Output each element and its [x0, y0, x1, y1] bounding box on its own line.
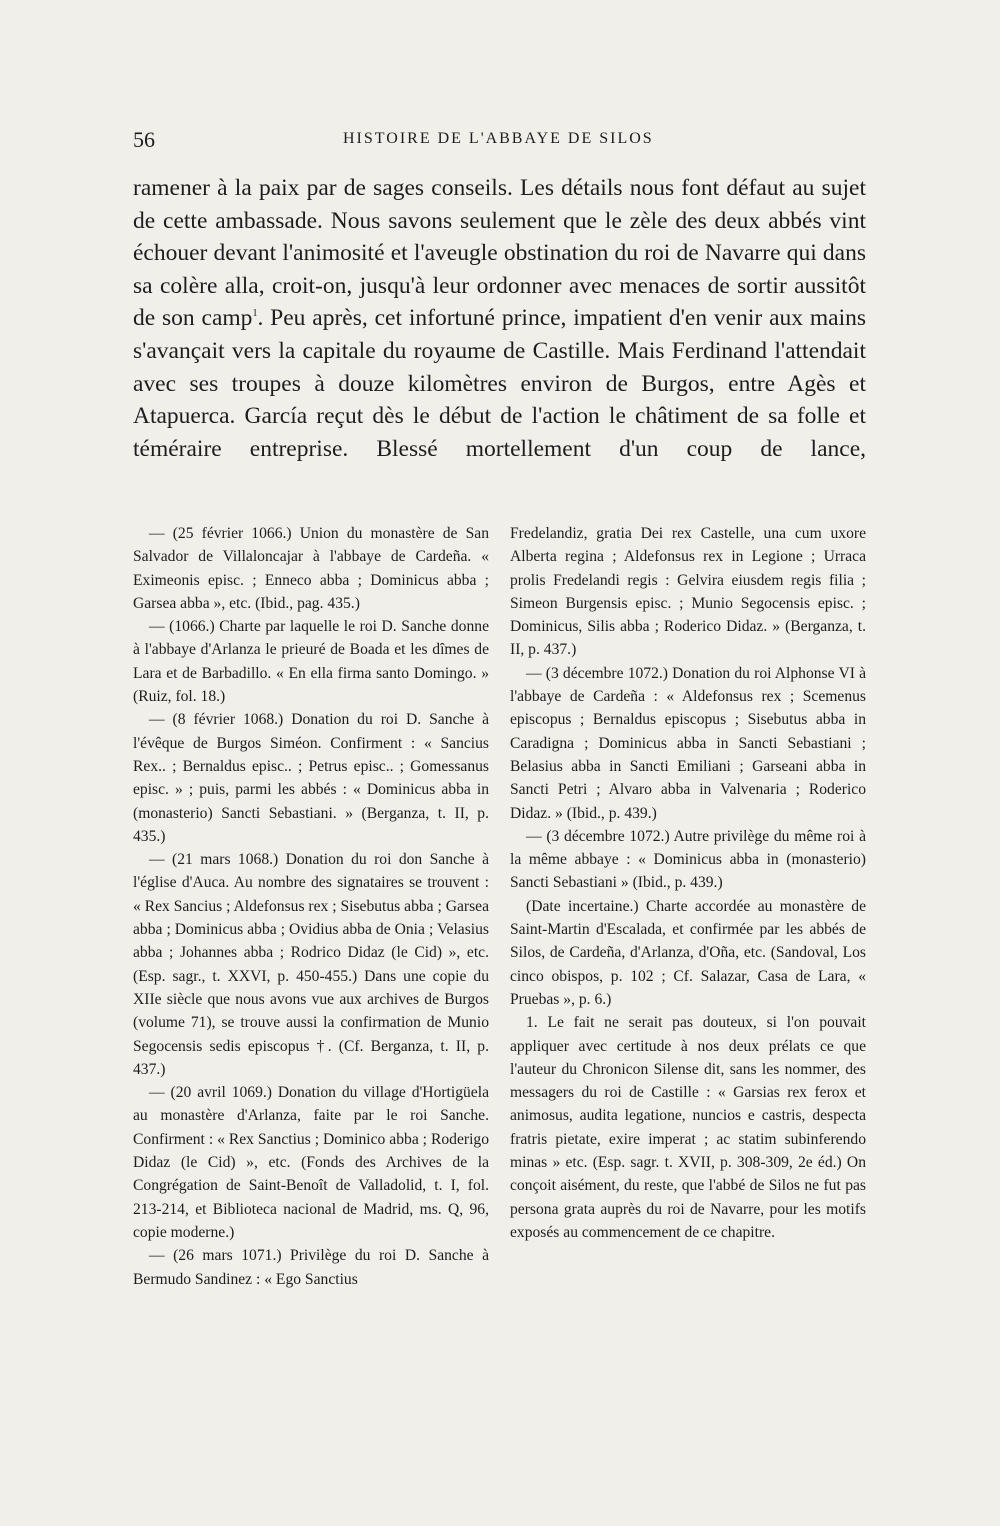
running-title: HISTOIRE DE L'ABBAYE DE SILOS [343, 130, 654, 147]
footnote-entry: (Date incertaine.) Charte accordée au monastère de Saint-Martin d'Escalada, et confirmée par les abbés de Silos, de Cardeña, d'Arlanza, d'Oña, etc. (Sandoval, Los cinco obispos, p. 102 ; Cf. Salazar, Casa de Lara, « Pruebas », p. 6.) [510, 897, 866, 1008]
footnote-entry: 1. Le fait ne serait pas douteux, si l'on pouvait appliquer avec certitude à nos deux prélats ce que l'auteur du Chronicon Silense dit, sans les nommer, des messagers du roi de Castille : « Garsias rex ferox et animosus, audita legatione, nuncios e castris, despecta fratris pietate, exire imperat ; ac statim subinferendo minas » etc. (Esp. sagr. t. XVII, p. 308-309, 2e éd.) On conçoit aisément, du reste, que l'abbé de Silos ne fut pas persona grata auprès du roi de Navarre, pour les motifs exposés au commencement de ce chapitre. [510, 1014, 866, 1241]
footnote-entry: — (8 février 1068.) Donation du roi D. Sanche à l'évêque de Burgos Siméon. Confirment : « Sancius Rex.. ; Bernaldus episc.. ; Petrus episc.. ; Gomessanus episc. » ; puis, parmi les abbés : « Dominicus abba in (monasterio) Sancti Sebastiani. » (Berganza, t. II, p. 435.) [133, 711, 489, 845]
footnote-entry: — (25 février 1066.) Union du monastère de San Salvador de Villaloncajar à l'abbaye de Cardeña. « Eximeonis episc. ; Enneco abba ; Dominicus abba ; Garsea abba », etc. (Ibid., pag. 435.) [133, 525, 489, 612]
footnote-entry: — (1066.) Charte par laquelle le roi D. Sanche donne à l'abbaye d'Arlanza le prieuré de Boada et les dîmes de Lara et de Barbadillo. « En ella firma santo Domingo. » (Ruiz, fol. 18.) [133, 618, 489, 706]
page-header [133, 127, 866, 153]
footnotes-left-column [133, 522, 489, 1291]
footnote-entry: — (21 mars 1068.) Donation du roi don Sanche à l'église d'Auca. Au nombre des signataires se trouvent : « Rex Sancius ; Aldefonsus rex ; Sisebutus abba ; Garsea abba ; Dominicus abba ; Ovidius abba de Onia ; Velasius abba ; Johannes abba ; Rodrico Didaz (le Cid) », etc. (Esp. sagr., t. XXVI, p. 450-455.) Dans une copie du XIIe siècle que nous avons vue aux archives de Burgos (volume 71), se trouve aussi la confirmation de Munio Segocensis sedis episcopus †. (Cf. Berganza, t. II, p. 437.) [133, 851, 489, 1078]
footnote-reference: 1 [252, 308, 258, 320]
main-paragraph-text: ramener à la paix par de sages conseils. Les détails nous font défaut au sujet de cette ambassade. Nous savons seulement que le zèle des deux abbés vint échouer devant l'animosité et l'aveugle obstination du roi de Navarre qui dans sa colère alla, croit-on, jusqu'à leur ordonner avec menaces de sortir aussitôt de son camp [133, 175, 866, 332]
footnote-entry: — (3 décembre 1072.) Autre privilège du même roi à la même abbaye : « Dominicus abba in (monasterio) Sancti Sebastiani » (Ibid., p. 439.) [510, 827, 866, 892]
main-paragraph [133, 172, 866, 465]
footnote-entry: Fredelandiz, gratia Dei rex Castelle, una cum uxore Alberta regina ; Aldefonsus rex in Legione ; Urraca prolis Fredelandi regis : Gelvira eiusdem regis filia ; Simeon Burgensis episc. ; Munio Segocensis episc. ; Dominicus, Silis abba ; Roderico Didaz. » (Berganza, t. II, p. 437.) [510, 525, 866, 659]
footnotes-right-column [510, 522, 866, 1244]
page-number: 56 [133, 127, 155, 152]
footnote-entry: — (26 mars 1071.) Privilège du roi D. Sanche à Bermudo Sandinez : « Ego Sanctius [133, 1247, 489, 1288]
footnote-entry: — (20 avril 1069.) Donation du village d'Hortigüela au monastère d'Arlanza, faite par le roi Sanche. Confirment : « Rex Sanctius ; Dominico abba ; Roderigo Didaz (le Cid) », etc. (Fonds des Archives de la Congrégation de Saint-Benoît de Valladolid, t. I, fol. 213-214, et Biblioteca nacional de Madrid, ms. Q, 96, copie moderne.) [133, 1084, 489, 1241]
main-text [133, 172, 866, 465]
footnotes [133, 522, 866, 1402]
main-paragraph-end: . Peu après, cet infortuné prince, impatient d'en venir aux mains s'avançait vers la capitale du royaume de Castille. Mais Ferdinand l'attendait avec ses troupes à douze kilomètres environ de Burgos, entre Agès et Atapuerca. García reçut dès le début de l'action le châtiment de sa folle et téméraire entreprise. Blessé mortellement d'un coup de lance, [133, 305, 866, 462]
footnote-entry: — (3 décembre 1072.) Donation du roi Alphonse VI à l'abbaye de Cardeña : « Aldefonsus rex ; Scemenus episcopus ; Bernaldus episcopus ; Sisebutus abba in Caradigna ; Dominicus abba in Sancti Sebastiani ; Belasius abba in Sancti Emiliani ; Garseani abba in Sancti Petri ; Alvaro abba in Valvenaria ; Roderico Didaz. » (Ibid., p. 439.) [510, 664, 866, 822]
